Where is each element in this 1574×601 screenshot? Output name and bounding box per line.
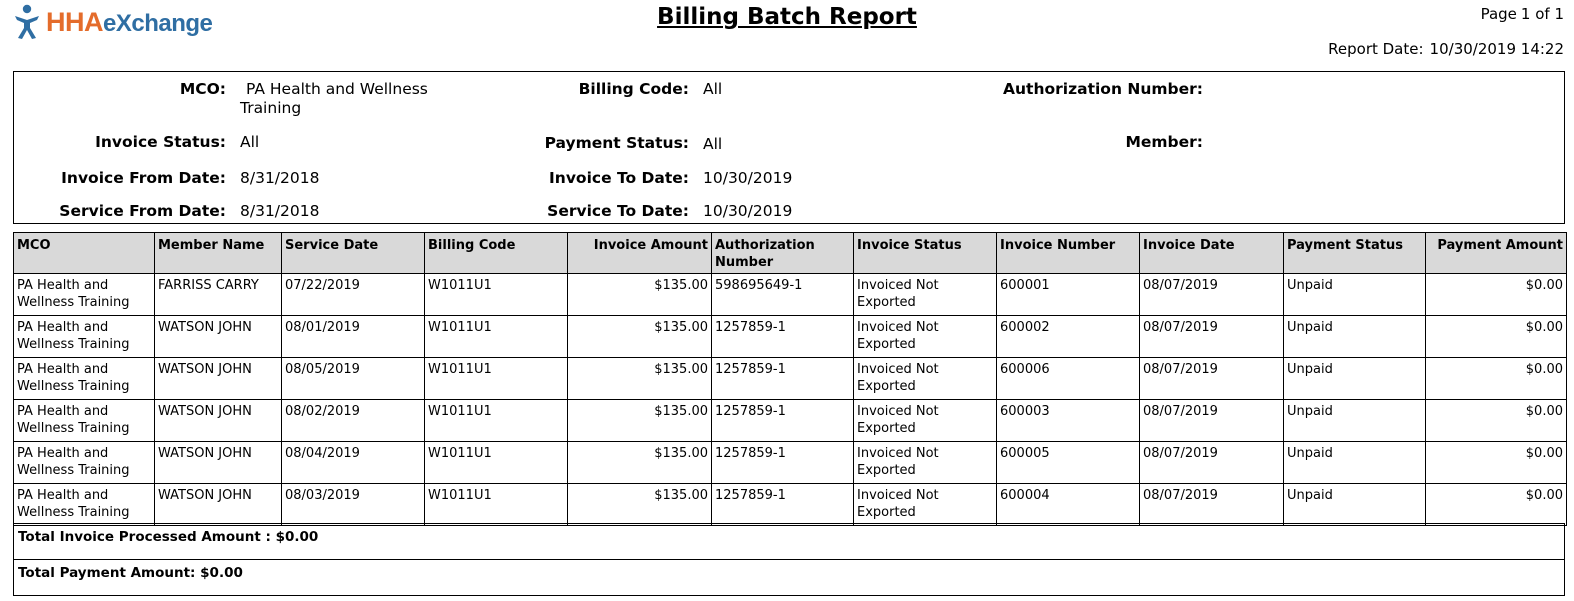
column-header-billing-code: Billing Code	[425, 233, 568, 274]
cell-payment-status: Unpaid	[1284, 442, 1426, 484]
table-row	[14, 274, 1567, 316]
cell-invoice-number: 600002	[997, 316, 1140, 358]
cell-member-name: WATSON JOHN	[155, 442, 282, 484]
page-indicator	[1481, 5, 1564, 23]
cell-invoice-amount: $135.00	[568, 274, 712, 316]
mco-value-line1: PA Health and Wellness	[246, 80, 428, 98]
invoice-to-label: Invoice To Date:	[549, 169, 689, 187]
cell-member-name: FARRISS CARRY	[155, 274, 282, 316]
cell-payment-amount: $0.00	[1426, 400, 1567, 442]
cell-invoice-number: 600003	[997, 400, 1140, 442]
cell-billing-code: W1011U1	[425, 274, 568, 316]
cell-invoice-number: 600005	[997, 442, 1140, 484]
cell-authorization-number: 1257859-1	[712, 358, 854, 400]
cell-invoice-status: Invoiced Not Exported	[854, 484, 997, 526]
cell-authorization-number: 1257859-1	[712, 442, 854, 484]
cell-billing-code: W1011U1	[425, 400, 568, 442]
service-to-value: 10/30/2019	[703, 202, 793, 220]
cell-billing-code: W1011U1	[425, 358, 568, 400]
cell-invoice-status: Invoiced Not Exported	[854, 442, 997, 484]
cell-payment-status: Unpaid	[1284, 358, 1426, 400]
cell-service-date: 08/01/2019	[282, 316, 425, 358]
cell-billing-code: W1011U1	[425, 442, 568, 484]
cell-invoice-status: Invoiced Not Exported	[854, 274, 997, 316]
cell-invoice-amount: $135.00	[568, 316, 712, 358]
invoice-status-label: Invoice Status:	[95, 133, 226, 151]
logo-hha-text: HHA	[46, 6, 103, 37]
cell-invoice-status: Invoiced Not Exported	[854, 316, 997, 358]
cell-service-date: 08/02/2019	[282, 400, 425, 442]
cell-invoice-date: 08/07/2019	[1140, 274, 1284, 316]
service-from-value: 8/31/2018	[240, 202, 320, 220]
cell-member-name: WATSON JOHN	[155, 400, 282, 442]
cell-invoice-amount: $135.00	[568, 400, 712, 442]
billing-code-value: All	[703, 80, 723, 98]
billing-batch-table	[13, 232, 1567, 526]
invoice-from-value: 8/31/2018	[240, 169, 320, 187]
cell-mco: PA Health and Wellness Training	[14, 484, 155, 526]
cell-invoice-status: Invoiced Not Exported	[854, 400, 997, 442]
table-row	[14, 358, 1567, 400]
report-date-label: Report Date:	[1328, 40, 1424, 58]
cell-authorization-number: 598695649-1	[712, 274, 854, 316]
cell-invoice-number: 600004	[997, 484, 1140, 526]
authorization-number-label: Authorization Number:	[1003, 80, 1203, 98]
cell-member-name: WATSON JOHN	[155, 316, 282, 358]
cell-service-date: 08/03/2019	[282, 484, 425, 526]
report-date-value: 10/30/2019 14:22	[1429, 40, 1564, 58]
cell-invoice-date: 08/07/2019	[1140, 442, 1284, 484]
cell-billing-code: W1011U1	[425, 316, 568, 358]
column-header-invoice-status: Invoice Status	[854, 233, 997, 274]
mco-value-line2: Training	[240, 99, 302, 117]
column-header-payment-amount: Payment Amount	[1426, 233, 1567, 274]
column-header-member-name: Member Name	[155, 233, 282, 274]
cell-payment-amount: $0.00	[1426, 274, 1567, 316]
column-header-invoice-number: Invoice Number	[997, 233, 1140, 274]
payment-status-value: All	[703, 135, 723, 153]
table-row	[14, 316, 1567, 358]
cell-authorization-number: 1257859-1	[712, 316, 854, 358]
invoice-from-label: Invoice From Date:	[61, 169, 226, 187]
cell-payment-amount: $0.00	[1426, 442, 1567, 484]
column-header-payment-status: Payment Status	[1284, 233, 1426, 274]
payment-status-label: Payment Status:	[544, 134, 689, 152]
cell-payment-status: Unpaid	[1284, 400, 1426, 442]
invoice-status-value: All	[240, 133, 260, 151]
cell-mco: PA Health and Wellness Training	[14, 358, 155, 400]
invoice-to-value: 10/30/2019	[703, 169, 793, 187]
report-criteria	[13, 71, 1565, 224]
cell-service-date: 07/22/2019	[282, 274, 425, 316]
cell-mco: PA Health and Wellness Training	[14, 442, 155, 484]
cell-invoice-number: 600006	[997, 358, 1140, 400]
cell-payment-status: Unpaid	[1284, 484, 1426, 526]
report-title: Billing Batch Report	[657, 4, 917, 30]
member-label: Member:	[1125, 133, 1203, 151]
cell-member-name: WATSON JOHN	[155, 484, 282, 526]
cell-mco: PA Health and Wellness Training	[14, 274, 155, 316]
table-row	[14, 442, 1567, 484]
cell-billing-code: W1011U1	[425, 484, 568, 526]
cell-authorization-number: 1257859-1	[712, 484, 854, 526]
cell-invoice-status: Invoiced Not Exported	[854, 358, 997, 400]
cell-payment-amount: $0.00	[1426, 484, 1567, 526]
column-header-authorization-number: Authorization Number	[712, 233, 854, 274]
service-from-label: Service From Date:	[59, 202, 226, 220]
cell-invoice-amount: $135.00	[568, 442, 712, 484]
total-invoice-processed-amount: Total Invoice Processed Amount : $0.00	[13, 523, 1565, 560]
cell-mco: PA Health and Wellness Training	[14, 316, 155, 358]
billing-code-label: Billing Code:	[578, 80, 689, 98]
cell-service-date: 08/04/2019	[282, 442, 425, 484]
column-header-invoice-date: Invoice Date	[1140, 233, 1284, 274]
cell-payment-status: Unpaid	[1284, 316, 1426, 358]
column-header-service-date: Service Date	[282, 233, 425, 274]
service-to-label: Service To Date:	[547, 202, 689, 220]
column-header-invoice-amount: Invoice Amount	[568, 233, 712, 274]
logo-exchange-text: eXchange	[103, 9, 213, 37]
cell-authorization-number: 1257859-1	[712, 400, 854, 442]
table-header-row	[14, 233, 1567, 274]
cell-invoice-date: 08/07/2019	[1140, 400, 1284, 442]
cell-payment-amount: $0.00	[1426, 316, 1567, 358]
cell-payment-status: Unpaid	[1284, 274, 1426, 316]
page-label: Page	[1480, 5, 1517, 23]
table-row	[14, 484, 1567, 526]
cell-invoice-date: 08/07/2019	[1140, 484, 1284, 526]
column-header-mco: MCO	[14, 233, 155, 274]
cell-payment-amount: $0.00	[1426, 358, 1567, 400]
cell-mco: PA Health and Wellness Training	[14, 400, 155, 442]
mco-label: MCO:	[179, 80, 226, 98]
page-value: 1 of 1	[1520, 5, 1564, 23]
cell-invoice-amount: $135.00	[568, 484, 712, 526]
table-row	[14, 400, 1567, 442]
cell-invoice-date: 08/07/2019	[1140, 316, 1284, 358]
cell-member-name: WATSON JOHN	[155, 358, 282, 400]
total-payment-amount: Total Payment Amount: $0.00	[13, 559, 1565, 596]
cell-invoice-amount: $135.00	[568, 358, 712, 400]
cell-service-date: 08/05/2019	[282, 358, 425, 400]
report-date	[1328, 40, 1564, 58]
cell-invoice-date: 08/07/2019	[1140, 358, 1284, 400]
cell-invoice-number: 600001	[997, 274, 1140, 316]
